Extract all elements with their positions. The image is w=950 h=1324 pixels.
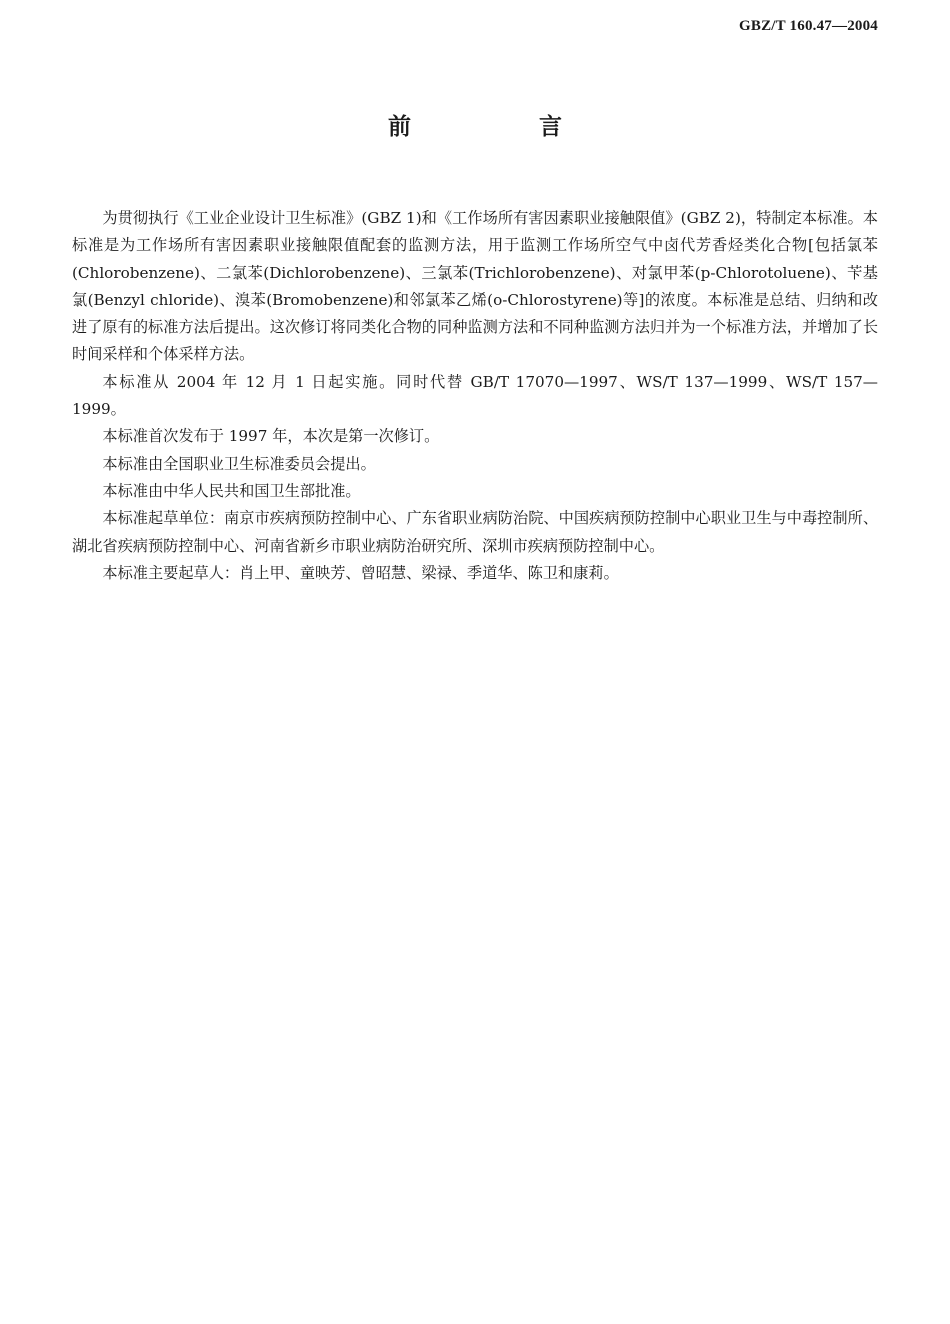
standard-code: GBZ/T 160.47—2004 <box>739 18 878 34</box>
paragraph-purpose: 为贯彻执行《工业企业设计卫生标准》(GBZ 1)和《工作场所有害因素职业接触限值》(GBZ 2)，特制定本标准。本标准是为工作场所有害因素职业接触限值配套的监测方法，用于监测工作场所空气中卤代芳香烃类化合物[包括氯苯(Chlorobenzene)、二氯苯(Dichlorobenzene)、三氯苯(Trichlorobenzene)、对氯甲苯(p-Chlorotoluene)、苄基氯(Benzyl chloride)、溴苯(Bromobenzene)和邻氯苯乙烯(o-Chlorostyrene)等]的浓度。本标准是总结、归纳和改进了原有的标准方法后提出。这次修订将同类化合物的同种监测方法和不同种监测方法归并为一个标准方法，并增加了长时间采样和个体采样方法。 <box>72 209 878 364</box>
preface-body <box>72 205 878 587</box>
page-title: 前 言 <box>387 114 622 140</box>
paragraph-effective-date: 本标准从 2004 年 12 月 1 日起实施。同时代替 GB/T 17070—1997、WS/T 137—1999、WS/T 157—1999。 <box>72 372 878 419</box>
paragraph-proposer: 本标准由全国职业卫生标准委员会提出。 <box>102 454 376 473</box>
paragraph-first-issue: 本标准首次发布于 1997 年，本次是第一次修订。 <box>102 427 440 446</box>
paragraph-drafting-units: 本标准起草单位：南京市疾病预防控制中心、广东省职业病防治院、中国疾病预防控制中心职业卫生与中毒控制所、湖北省疾病预防控制中心、河南省新乡市职业病防治研究所、深圳市疾病预防控制中心。 <box>72 509 878 555</box>
paragraph-approver: 本标准由中华人民共和国卫生部批准。 <box>102 481 361 500</box>
paragraph-drafters: 本标准主要起草人：肖上甲、童映芳、曾昭慧、梁禄、季道华、陈卫和康莉。 <box>102 563 619 582</box>
